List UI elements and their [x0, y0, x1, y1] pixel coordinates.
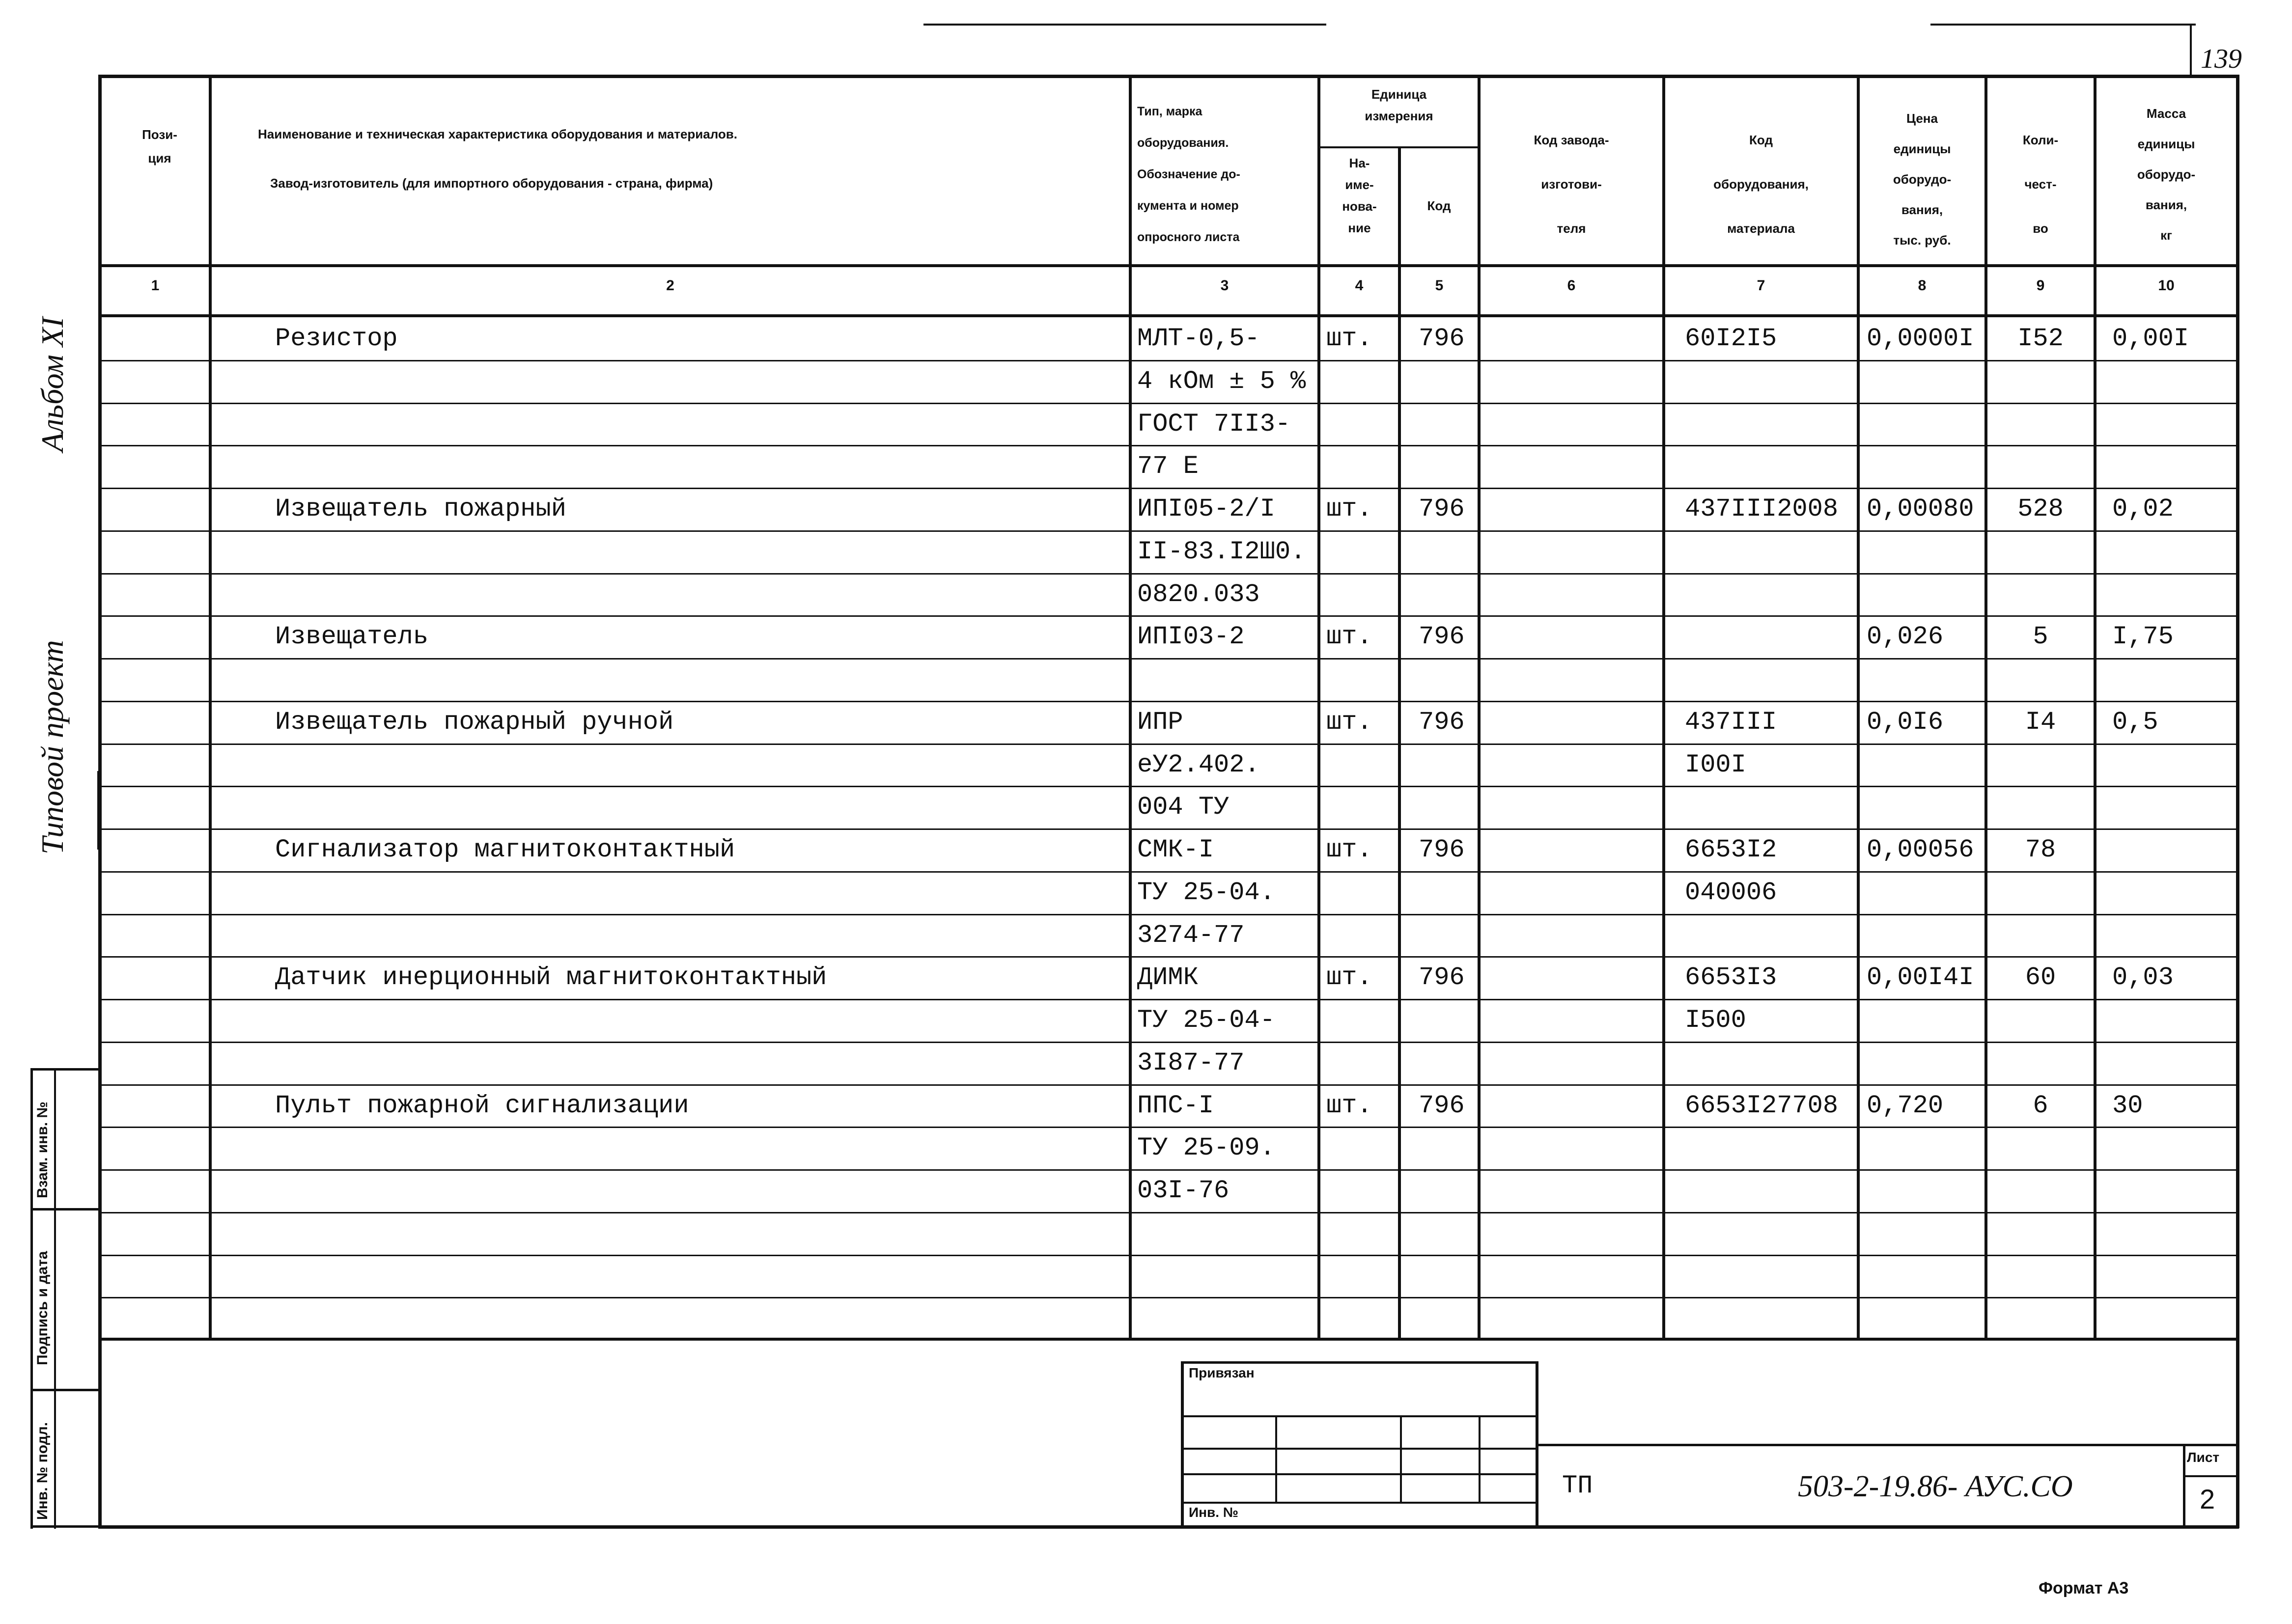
row-divider — [102, 828, 2236, 830]
row-type: СМК-I — [1137, 835, 1214, 864]
header-mass: Масса единицы оборудо- вания, кг — [2137, 106, 2196, 243]
col-number-5: 5 — [1435, 277, 1444, 294]
row-type: 03I-76 — [1137, 1176, 1230, 1205]
header-unit-code: Код — [1427, 198, 1451, 213]
row-type: 77 Е — [1137, 452, 1199, 481]
row-type: II-83.I2Ш0. — [1137, 537, 1306, 566]
row-divider — [102, 488, 2236, 489]
col-number-1: 1 — [151, 277, 160, 294]
binding-title: Привязан — [1189, 1365, 1255, 1380]
row-name: Извещатель пожарный — [275, 495, 566, 523]
col-number-9: 9 — [2036, 277, 2045, 294]
side-label-album: Альбом XI — [35, 317, 70, 452]
row-equipment-code: I500 — [1685, 1006, 1746, 1035]
header-type: Тип, марка оборудования. Обозначение до- кумента и номер опросного листа — [1137, 105, 1240, 244]
row-equipment-code: 6653I27708 — [1685, 1091, 1839, 1120]
row-price: 0,00080 — [1867, 495, 1974, 523]
row-type: ИПI03-2 — [1137, 622, 1245, 651]
row-price: 0,0I6 — [1867, 708, 1944, 737]
row-type: ИПI05-2/I — [1137, 495, 1275, 523]
row-divider — [102, 743, 2236, 745]
row-divider — [102, 403, 2236, 404]
row-mass: I,75 — [2112, 622, 2174, 651]
row-divider — [102, 1042, 2236, 1043]
row-unit-code: 796 — [1419, 495, 1465, 523]
row-price: 0,0000I — [1867, 324, 1974, 353]
row-unit: шт. — [1326, 963, 1372, 992]
sheet-corner-number: 139 — [2201, 44, 2242, 74]
row-quantity: 5 — [2033, 622, 2048, 651]
row-unit-code: 796 — [1419, 835, 1465, 864]
row-divider — [102, 701, 2236, 702]
format-label: Формат А3 — [2039, 1579, 2129, 1597]
row-equipment-code: 60I2I5 — [1685, 324, 1777, 353]
stamp-replace-inv: Взам. инв. № — [34, 1101, 51, 1198]
row-quantity: 60 — [2025, 963, 2056, 992]
header-equipment-code: Код оборудования, материала — [1713, 133, 1809, 236]
row-type: ТУ 25-09. — [1137, 1133, 1275, 1162]
row-divider — [102, 1255, 2236, 1256]
title-sheet-label: Лист — [2187, 1450, 2220, 1465]
row-type: ППС-I — [1137, 1091, 1214, 1120]
header-quantity: Коли- чест- во — [2022, 133, 2059, 236]
col-number-10: 10 — [2158, 277, 2175, 294]
row-divider — [102, 871, 2236, 873]
row-divider — [102, 573, 2236, 575]
row-mass: 0,5 — [2112, 708, 2158, 737]
row-quantity: 6 — [2033, 1091, 2048, 1120]
row-price: 0,00056 — [1867, 835, 1974, 864]
row-equipment-code: 437III2008 — [1685, 495, 1839, 523]
row-type: 4 кОм ± 5 % — [1137, 367, 1306, 396]
row-unit-code: 796 — [1419, 622, 1465, 651]
row-price: 0,720 — [1867, 1091, 1944, 1120]
header-plant-code: Код завода- изготови- теля — [1534, 133, 1609, 236]
frame-right — [2236, 75, 2239, 1528]
row-mass: 0,03 — [2112, 963, 2174, 992]
col-number-6: 6 — [1567, 277, 1576, 294]
row-price: 0,00I4I — [1867, 963, 1974, 992]
binding-inv: Инв. № — [1189, 1505, 1239, 1520]
row-unit-code: 796 — [1419, 708, 1465, 737]
header-position: Пози- ция — [142, 127, 177, 165]
row-divider — [102, 1212, 2236, 1213]
stamp-inv-orig: Инв. № подл. — [34, 1422, 51, 1520]
row-unit: шт. — [1326, 1091, 1372, 1120]
row-divider — [102, 615, 2236, 617]
row-type: ИПР — [1137, 708, 1183, 737]
row-type: 3I87-77 — [1137, 1048, 1245, 1077]
row-type: 004 ТУ — [1137, 793, 1230, 822]
col-number-7: 7 — [1757, 277, 1765, 294]
row-divider — [102, 1169, 2236, 1171]
row-quantity: I4 — [2025, 708, 2056, 737]
row-divider — [102, 786, 2236, 787]
header-price: Цена единицы оборудо- вания, тыс. руб. — [1893, 111, 1952, 248]
row-equipment-code: 6653I3 — [1685, 963, 1777, 992]
row-divider — [102, 445, 2236, 446]
row-type: 0820.033 — [1137, 580, 1260, 609]
row-divider — [102, 914, 2236, 915]
row-quantity: 528 — [2017, 495, 2064, 523]
row-divider — [102, 999, 2236, 1000]
row-equipment-code: 6653I2 — [1685, 835, 1777, 864]
col-number-4: 4 — [1355, 277, 1364, 294]
row-name: Датчик инерционный магнитоконтактный — [275, 963, 827, 992]
header-name-line1: Наименование и техническая характеристика оборудования и материалов. — [258, 127, 738, 141]
row-type: ГОСТ 7II3- — [1137, 410, 1291, 439]
col-number-2: 2 — [666, 277, 674, 294]
row-divider — [102, 1127, 2236, 1128]
row-divider — [102, 1084, 2236, 1086]
row-unit: шт. — [1326, 495, 1372, 523]
row-divider — [102, 360, 2236, 361]
row-unit-code: 796 — [1419, 1091, 1465, 1120]
frame-bottom — [98, 1525, 2239, 1529]
title-sheet-number: 2 — [2200, 1484, 2215, 1514]
row-type: ДИМК — [1137, 963, 1199, 992]
row-name: Пульт пожарной сигнализации — [275, 1091, 689, 1120]
header-unit-name: На- име- нова- ние — [1342, 156, 1377, 235]
row-price: 0,026 — [1867, 622, 1944, 651]
row-unit-code: 796 — [1419, 324, 1465, 353]
header-unit-group: Единица измерения — [1365, 87, 1433, 123]
row-quantity: 78 — [2025, 835, 2056, 864]
row-divider — [102, 956, 2236, 958]
row-divider — [102, 530, 2236, 532]
row-type: ТУ 25-04- — [1137, 1006, 1275, 1035]
title-tp: ТП — [1562, 1471, 1593, 1500]
row-unit: шт. — [1326, 622, 1372, 651]
row-type: 3274-77 — [1137, 921, 1245, 950]
header-name-line2: Завод-изготовитель (для импортного оборудования - страна, фирма) — [270, 176, 713, 191]
side-label-project: Типовой проект — [35, 640, 70, 854]
row-unit: шт. — [1326, 835, 1372, 864]
row-divider — [102, 658, 2236, 660]
row-equipment-code: 437III — [1685, 708, 1777, 737]
row-type: еУ2.402. — [1137, 750, 1260, 779]
row-name: Извещатель пожарный ручной — [275, 708, 674, 737]
row-divider — [102, 1297, 2236, 1298]
row-mass: 0,02 — [2112, 495, 2174, 523]
row-equipment-code: I00I — [1685, 750, 1746, 779]
row-name: Извещатель — [275, 622, 429, 651]
col-number-3: 3 — [1220, 277, 1229, 294]
row-quantity: I52 — [2017, 324, 2064, 353]
row-unit: шт. — [1326, 324, 1372, 353]
row-mass: 30 — [2112, 1091, 2143, 1120]
title-document-code: 503-2-19.86- АУС.СО — [1798, 1470, 2073, 1503]
row-name: Сигнализатор магнитоконтактный — [275, 835, 735, 864]
col-number-8: 8 — [1918, 277, 1927, 294]
frame-top — [98, 75, 2239, 78]
row-unit: шт. — [1326, 708, 1372, 737]
row-type: ТУ 25-04. — [1137, 878, 1275, 907]
row-mass: 0,00I — [2112, 324, 2189, 353]
row-name: Резистор — [275, 324, 398, 353]
stamp-sign-date: Подпись и дата — [34, 1251, 51, 1365]
row-type: МЛТ-0,5- — [1137, 324, 1260, 353]
row-unit-code: 796 — [1419, 963, 1465, 992]
row-equipment-code: 040006 — [1685, 878, 1777, 907]
